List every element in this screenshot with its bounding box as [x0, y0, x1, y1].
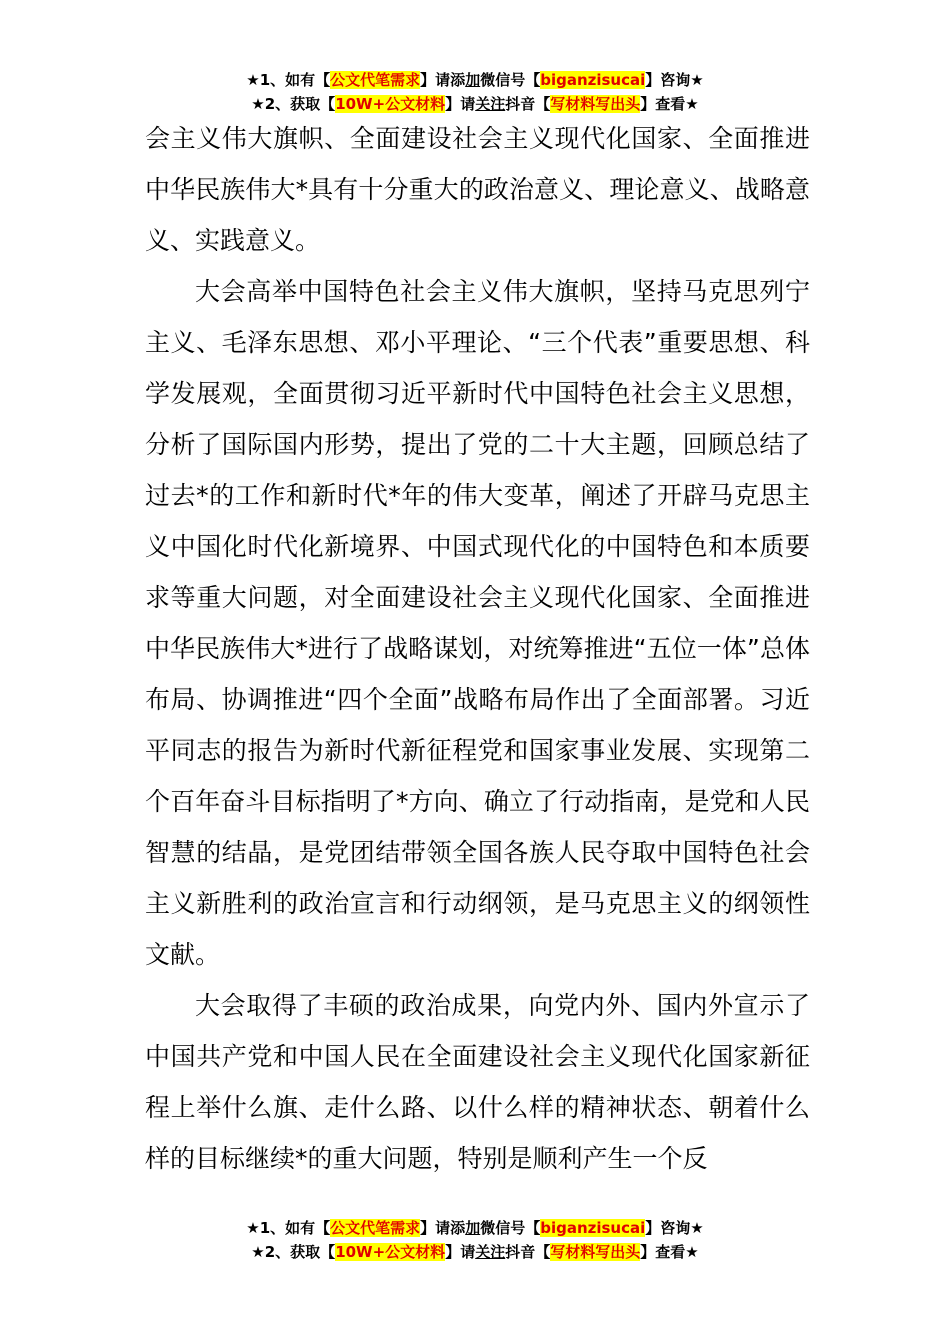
- highlight-service: 公文代笔需求: [330, 1219, 421, 1237]
- header-line-2: ★2、获取【10W+公文材料】请关注抖音【写材料写出头】查看★: [251, 95, 699, 113]
- highlight-wechat-id: biganzisucai: [540, 71, 646, 89]
- header-line-1: ★1、如有【公文代笔需求】请添加微信号【biganzisucai】咨询★: [246, 71, 704, 89]
- footer-line-2: ★2、获取【10W+公文材料】请关注抖音【写材料写出头】查看★: [251, 1243, 699, 1261]
- footer-banner: [0, 1216, 950, 1264]
- highlight-douyin-account: 写材料写出头: [550, 95, 641, 113]
- highlight-service: 公文代笔需求: [330, 71, 421, 89]
- highlight-materials: 10W+公文材料: [335, 1243, 446, 1261]
- paragraph-2: 大会高举中国特色社会主义伟大旗帜，坚持马克思列宁主义、毛泽东思想、邓小平理论、“三个代表”重要思想、科学发展观，全面贯彻习近平新时代中国特色社会主义思想，分析了国际国内形势，提出了党的二十大主题，回顾总结了过去*的工作和新时代*年的伟大变革，阐述了开辟马克思主义中国化时代化新境界、中国式现代化的中国特色和本质要求等重大问题，对全面建设社会主义现代化国家、全面推进中华民族伟大*进行了战略谋划，对统筹推进“五位一体”总体布局、协调推进“四个全面”战略布局作出了全面部署。习近平同志的报告为新时代新征程党和国家事业发展、实现第二个百年奋斗目标指明了*方向、确立了行动指南，是党和人民智慧的结晶，是党团结带领全国各族人民夺取中国特色社会主义新胜利的政治宣言和行动纲领，是马克思主义的纲领性文献。: [145, 277, 810, 969]
- paragraph-3: 大会取得了丰硕的政治成果，向党内外、国内外宣示了中国共产党和中国人民在全面建设社会主义现代化国家新征程上举什么旗、走什么路、以什么样的精神状态、朝着什么样的目标继续*的重大问题，特别是顺利产生一个反: [145, 991, 810, 1173]
- header-banner: [0, 68, 950, 116]
- footer-line-1: ★1、如有【公文代笔需求】请添加微信号【biganzisucai】咨询★: [246, 1219, 704, 1237]
- highlight-wechat-id: biganzisucai: [540, 1219, 646, 1237]
- highlight-douyin-account: 写材料写出头: [550, 1243, 641, 1261]
- highlight-materials: 10W+公文材料: [335, 95, 446, 113]
- document-body: [145, 113, 810, 1184]
- paragraph-1: 会主义伟大旗帜、全面建设社会主义现代化国家、全面推进中华民族伟大*具有十分重大的政治意义、理论意义、战略意义、实践意义。: [145, 124, 810, 255]
